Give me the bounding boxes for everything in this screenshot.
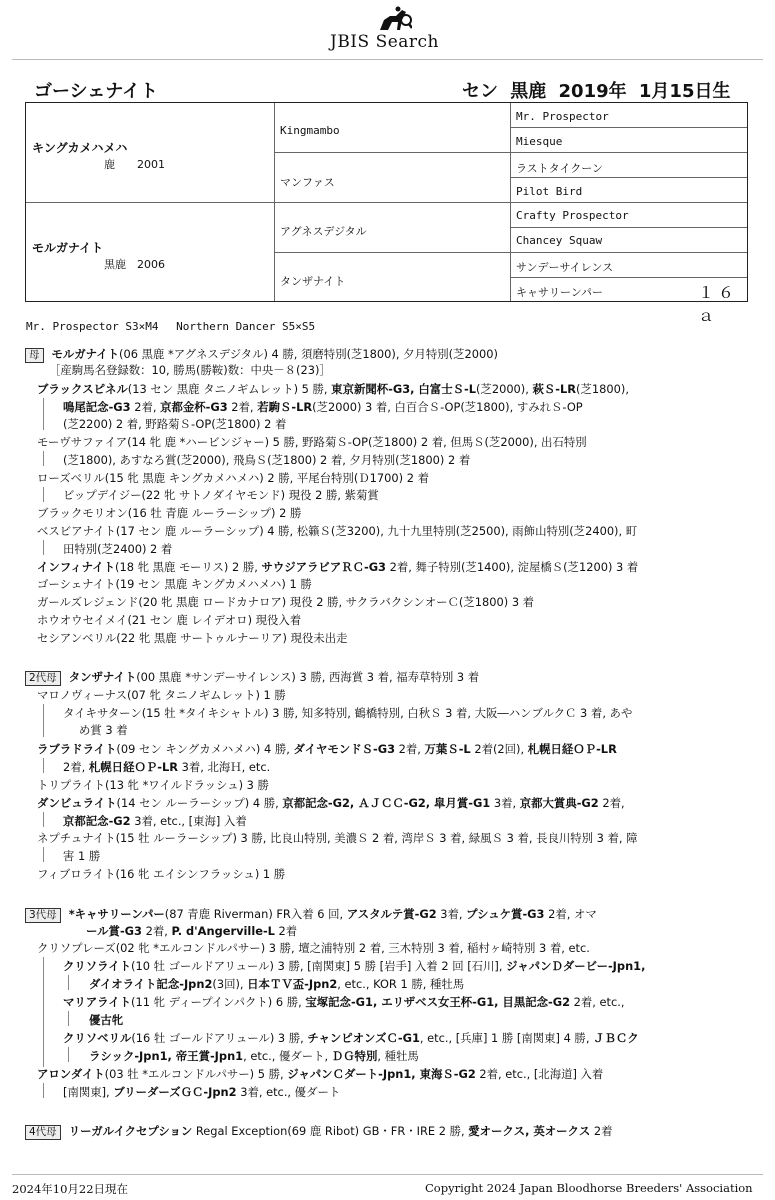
grandprogeny-line-cont: ダイオライト記念-Jpn2(3回), 日本ＴＶ盃-Jpn2, etc., KOR 1 勝, 種牡馬 [89,977,465,991]
progeny-line-cont: 2着, 札幌日経ＯＰ-LR 3着, 北海Ｈ, etc. [63,760,271,774]
g3-ancestor[interactable]: Pilot Bird [516,185,583,198]
progeny-line[interactable]: マロノヴィーナス(07 牝 タニノギムレット) 1 勝 [37,688,286,702]
horse-rider-icon [376,6,412,32]
indent-bar [68,975,69,990]
second-dam-line: 2代母 タンザナイト(00 黒鹿 *サンデーサイレンス) 3 勝, 西海賞 3 着, 福寿草特別 3 着 [25,669,479,686]
progeny-line: ラブラドライト(09 セン キングカメハメハ) 4 勝, ダイヤモンドＳ-G3 2着, 万葉Ｓ-L 2着(2回), 札幌日経ＯＰ-LR [37,742,617,756]
sire-name[interactable]: キングカメハメハ [32,141,128,155]
progeny-line-cont: (芝2200) 2 着, 野路菊Ｓ-OP(芝1800) 2 着 [63,417,287,431]
dam-line: 母 モルガナイト(06 黒鹿 *アグネスデジタル) 4 勝, 須磨特別(芝1800), 夕月特別(芝2000) [25,346,498,363]
indent-bar [43,812,44,827]
third-dam-line: 3代母 *キャサリーンパー(87 青鹿 Riverman) FR入着 6 回, アスタルテ賞-G2 3着, プシュケ賞-G3 2着, オマ [25,906,597,923]
progeny-line[interactable]: トリプライト(13 牝 *ワイルドラッシュ) 3 勝 [37,778,269,792]
g3-ancestor[interactable]: Chancey Squaw [516,234,603,247]
dam-name[interactable]: モルガナイト [32,241,104,255]
sire-sire[interactable]: Kingmambo [280,124,340,137]
progeny-line: ダンビュライト(14 セン ルーラーシップ) 4 勝, 京都記念-G2, ＡＪＣＣ-G2, 皐月賞-G1 3着, 京都大賞典-G2 2着, [37,796,625,810]
section-tag-2nd-dam: 2代母 [25,671,61,686]
indent-bar [43,758,44,773]
progeny-line-cont: 害 1 勝 [63,849,101,863]
footer-copyright: Copyright 2024 Japan Bloodhorse Breeders' Association [425,1181,753,1195]
pedigree-table [25,102,748,325]
fourth-dam-line: 4代母 リーガルイクセプション Regal Exception(69 鹿 Ribot) GB・FR・IRE 2 勝, 愛オークス, 英オークス 2着 [25,1123,612,1140]
progeny-line[interactable]: フィブロライト(16 牝 エイシンフラッシュ) 1 勝 [37,867,286,881]
horse-info: セン 黒鹿 2019年 1月15日生 [462,81,731,102]
progeny-line[interactable]: ローズベリル(15 牝 黒鹿 キングカメハメハ) 2 勝, 平尾台特別(Ｄ1700) 2 着 [37,471,429,485]
jbis-logo[interactable] [330,4,470,54]
progeny-line[interactable]: セシアンベリル(22 牝 黒鹿 サートゥルナーリア) 現役未出走 [37,631,348,645]
sire-dam[interactable]: マンファス [280,176,335,189]
progeny-line[interactable]: ベスビアナイト(17 セン 鹿 ルーラーシップ) 4 勝, 松籟Ｓ(芝3200), 九十九里特別(芝2500), 雨飾山特別(芝2400), 町 [37,524,638,538]
progeny-line-cont: 田特別(芝2400) 2 着 [63,542,173,556]
progeny-line: インフィナイト(18 牝 黒鹿 モーリス) 2 勝, サウジアラビアＲＣ-G3 2着, 舞子特別(芝1400), 淀屋橋Ｓ(芝1200) 3 着 [37,560,639,574]
indent-bar [43,704,44,737]
inbreeding-note: Mr. Prospector S3×M4 Northern Dancer S5×S5 [26,320,316,333]
progeny-line[interactable]: モーヴサファイア(14 牝 鹿 *ハービンジャー) 5 勝, 野路菊Ｓ-OP(芝1800) 2 着, 但馬Ｓ(芝2000), 出石特別 [37,435,587,449]
indent-bar [43,957,44,1067]
progeny-line-cont: (芝1800), あすなろ賞(芝2000), 飛鳥Ｓ(芝1800) 2 着, 夕月特別(芝1800) 2 着 [63,453,471,467]
g3-ancestor[interactable]: ラストタイクーン [516,162,604,175]
progeny-line-cont: 京都記念-G2 3着, etc., [東海] 入着 [63,814,247,828]
logo-text: JBIS Search [330,32,440,52]
grandprogeny-line: クリソライト(10 牡 ゴールドアリュール) 3 勝, [南関東] 5 勝 [岩手] 入着 2 回 [石川], ジャパンＤダービー-Jpn1, [63,959,646,973]
grandprogeny-line-cont: ラシック-Jpn1, 帝王賞-Jpn1, etc., 優ダート, ＤＧ特別, 種牡馬 [89,1049,419,1063]
progeny-line[interactable]: ホウオウセイメイ(21 セン 鹿 レイデオロ) 現役入着 [37,613,302,627]
grandprogeny-line: マリアライト(11 牝 ディープインパクト) 6 勝, 宝塚記念-G1, エリザベス女王杯-G1, 目黒記念-G2 2着, etc., [63,995,625,1009]
grandprogeny-line[interactable]: ビップデイジー(22 牝 サトノダイヤモンド) 現役 2 勝, 紫菊賞 [63,488,379,502]
g3-ancestor[interactable]: キャサリーンパー [516,286,604,299]
grandprogeny-line-cont: め賞 3 着 [79,723,128,737]
grandprogeny-line-cont: 優古牝 [89,1013,124,1027]
progeny-line[interactable]: クリソプレーズ(02 牝 *エルコンドルパサー) 3 勝, 壇之浦特別 2 着, 三木特別 3 着, 稲村ヶ崎特別 3 着, etc. [37,941,590,955]
g3-ancestor[interactable]: Crafty Prospector [516,209,629,222]
section-tag-3rd-dam: 3代母 [25,908,61,923]
g3-ancestor[interactable]: サンデーサイレンス [516,261,614,274]
progeny-line-cont: 鳴尾記念-G3 2着, 京都金杯-G3 2着, 若駒Ｓ-LR(芝2000) 3 着, 白百合Ｓ-OP(芝1800), すみれＳ-OP [63,400,583,414]
section-tag-4th-dam: 4代母 [25,1125,61,1140]
indent-bar [43,451,44,466]
header-divider [12,59,763,60]
grandprogeny-line[interactable]: タイキサターン(15 牡 *タイキシャトル) 3 勝, 知多特別, 鶴橋特別, 白秋Ｓ 3 着, 大阪―ハンブルクＣ 3 着, あや [63,706,633,720]
dam-detail: 黒鹿 2006 [104,258,165,271]
progeny-line[interactable]: ブラックモリオン(16 牡 青鹿 ルーラーシップ) 2 勝 [37,506,302,520]
indent-bar [43,847,44,862]
progeny-line-cont: [南関東], ブリーダーズＧＣ-Jpn2 3着, etc., 優ダート [63,1085,341,1099]
g3-ancestor[interactable]: Mr. Prospector [516,110,609,123]
footer-date: 2024年10月22日現在 [12,1182,129,1196]
indent-bar [43,540,44,555]
progeny-summary: ［産駒馬名登録数：10, 勝馬(勝鞍)数：中央－８(23)］ [49,363,331,377]
horse-name: ゴーシェナイト [34,81,159,102]
progeny-line[interactable]: ガールズレジェンド(20 牝 黒鹿 ロードカナロア) 現役 2 勝, サクラバクシンオーＣ(芝1800) 3 着 [37,595,535,609]
progeny-line: ブラックスピネル(13 セン 黒鹿 タニノギムレット) 5 勝, 東京新聞杯-G3, 白富士Ｓ-L(芝2000), 萩Ｓ-LR(芝1800), [37,382,629,396]
indent-bar [68,1047,69,1062]
g3-ancestor[interactable]: Miesque [516,135,563,148]
indent-bar [43,1083,44,1098]
progeny-line[interactable]: ゴーシェナイト(19 セン 黒鹿 キングカメハメハ) 1 勝 [37,577,312,591]
indent-bar [68,1011,69,1026]
progeny-line: アロンダイト(03 牡 *エルコンドルパサー) 5 勝, ジャパンＣダート-Jpn1, 東海Ｓ-G2 2着, etc., [北海道] 入着 [37,1067,604,1081]
grandprogeny-line: クリソベリル(16 牡 ゴールドアリュール) 3 勝, チャンピオンズＣ-G1, etc., [兵庫] 1 勝 [南関東] 4 勝, ＪＢＣク [63,1031,639,1045]
progeny-line[interactable]: ネプチュナイト(15 牡 ルーラーシップ) 3 勝, 比良山特別, 美濃Ｓ 2 着, 湾岸Ｓ 3 着, 緑風Ｓ 3 着, 長良川特別 3 着, 障 [37,831,638,845]
third-dam-line-cont: ール賞-G3 2着, P. d'Angerville-L 2着 [86,924,298,938]
dam-sire[interactable]: アグネスデジタル [280,225,367,238]
indent-bar [43,487,44,502]
section-tag-dam: 母 [25,348,44,363]
dam-name-link[interactable]: モルガナイト [51,347,120,361]
sire-detail: 鹿 2001 [104,158,165,171]
dam-dam[interactable]: タンザナイト [280,275,346,288]
family-number: １６ａ [698,283,739,325]
indent-bar [43,398,44,430]
footer-divider [12,1174,763,1175]
